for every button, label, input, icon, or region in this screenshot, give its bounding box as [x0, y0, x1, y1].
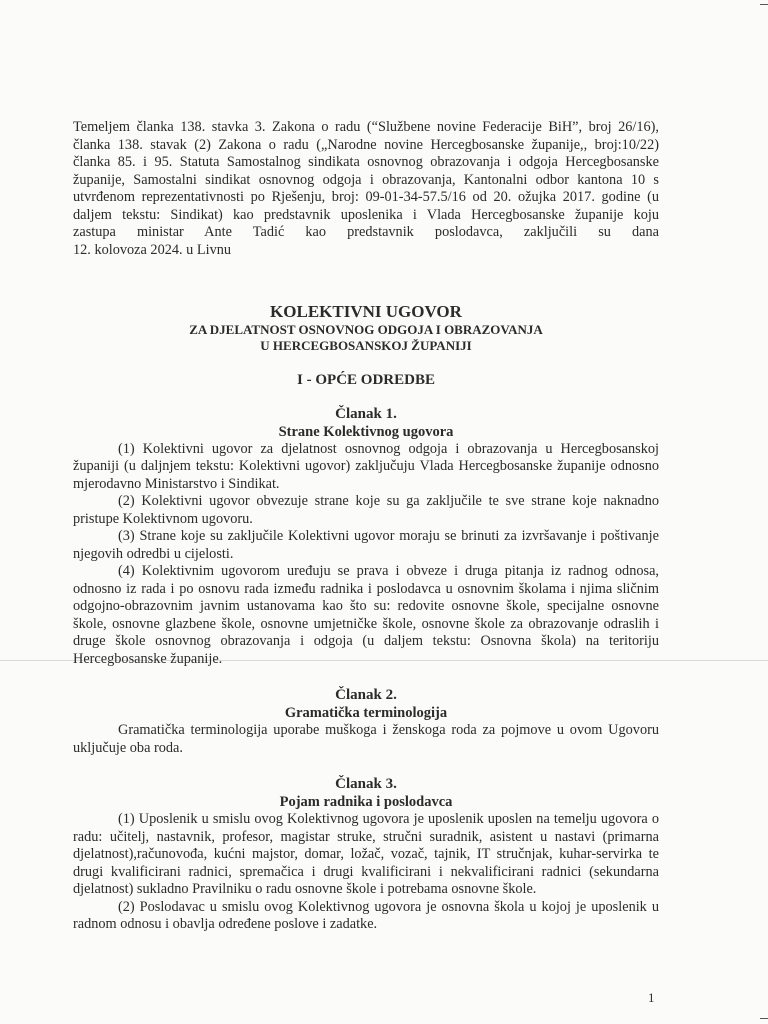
edge-mark [760, 1018, 768, 1019]
article-number: Članak 1. [335, 405, 397, 422]
article-paragraph: (2) Kolektivni ugovor obvezuje strane koje su ga zaključile te sve strane koje naknadno pristupe Kolektivnom ugovoru. [73, 493, 659, 527]
article-number: Članak 2. [335, 687, 397, 703]
document-title: KOLEKTIVNI UGOVOR [270, 302, 462, 321]
article-2 [73, 686, 659, 757]
article-paragraph: (2) Poslodavac u smislu ovog Kolektivnog ugovora je osnovna škola u kojoj je uposlenik u radnom odnosu i obavlja određene poslove i zadatke. [73, 898, 659, 932]
page-content [73, 119, 659, 934]
intro-line: 12. kolovoza 2024. u Livnu [73, 241, 232, 258]
intro-line: članka 85. i 95. Statuta Samostalnog sindikata osnovnog obrazovanja i odgoja Hercegbosanske [73, 154, 659, 170]
article-1 [73, 405, 659, 669]
article-paragraph: (4) Kolektivnim ugovorom uređuju se prava i obveze i druga pitanja iz radnog odnosa, odnosno iz rada i po osnovu rada između radnika i poslodavca u osnovnim školama i njima sličnim odgojno-obrazovnim javnim ustanovama kao što su: redovite osnovne škole, specijalne osnovne škole, osnovne glazbene škole, osnovne umjetničke škole, osnovne škole za obrazovanje odraslih i druge škole osnovnog obrazovanja i odgoja (u daljem tekstu: Osnovna škola) na teritoriju Hercegbosanske županije. [73, 563, 659, 667]
edge-mark [760, 4, 768, 5]
intro-line: županije, Samostalni sindikat osnovnog odgoja i obrazovanja, Kantonalni odbor kantona 10 s [73, 171, 659, 188]
article-title: Pojam radnika i poslodavca [279, 794, 453, 810]
article-paragraph: Gramatička terminologija uporabe muškoga i ženskoga roda za pojmove u ovom Ugovoru uključuje oba roda. [73, 722, 659, 756]
intro-line: utvrđenom reprezentativnosti po Rješenju, broj: 09-01-34-57.5/16 od 20. ožujka 2017. godine (u [73, 189, 659, 205]
intro-line: zastupa ministar Ante Tadić kao predstavnik poslodavca, zaključili su dana [73, 224, 659, 240]
document-subtitle: ZA DJELATNOST OSNOVNOG ODGOJA I OBRAZOVANJA [189, 322, 543, 337]
article-paragraph: (3) Strane koje su zaključile Kolektivni ugovor moraju se brinuti za izvršavanje i poštivanje njegovih odredbi u cijelosti. [73, 528, 659, 562]
article-title: Gramatička terminologija [284, 705, 448, 721]
intro-line: Temeljem članka 138. stavka 3. Zakona o radu (“Službene novine Federacije BiH”, broj 26/16), [73, 119, 659, 135]
intro-line: članka 138. stavak (2) Zakona o radu („Narodne novine Hercegbosanske županije,, broj:10/22) [73, 136, 659, 153]
article-title: Strane Kolektivnog ugovora [278, 423, 454, 440]
document-subtitle: U HERCEGBOSANSKOJ ŽUPANIJI [260, 338, 472, 353]
article-3 [73, 775, 659, 934]
document-title-block [73, 302, 659, 354]
article-paragraph: (1) Uposlenik u smislu ovog Kolektivnog ugovora je uposlenik uposlen na temelju ugovora o radu: učitelj, nastavnik, profesor, magistar struke, stručni suradnik, asistent u nastavi (primarna djelatnost),računovođa, kućni majstor, domar, ložač, vozač, tajnik, IT stručnjak, kuhar-servirka te drugi kvalificirani radnici, spremačica i drugi kvalificirani i nekvalificirani radnici (sekundarna djelatnost) sukladno Pravilniku o radu osnovne škole i potrebama osnovne škole. [73, 811, 659, 897]
intro-line: daljem tekstu: Sindikat) kao predstavnik uposlenika i Vlada Hercegbosanske županije koju [73, 206, 659, 223]
page-number: 1 [648, 990, 655, 1005]
article-number: Članak 3. [335, 776, 397, 792]
intro-paragraph [73, 119, 659, 259]
section-heading: I - OPĆE ODREDBE [297, 372, 435, 388]
article-paragraph: (1) Kolektivni ugovor za djelatnost osnovnog odgoja i obrazovanja u Hercegbosanskoj županiji (u daljnjem tekstu: Kolektivni ugovor) zaključuju Vlada Hercegbosanske županije odnosno mjerodavno Ministarstvo i Sindikat. [73, 440, 659, 492]
